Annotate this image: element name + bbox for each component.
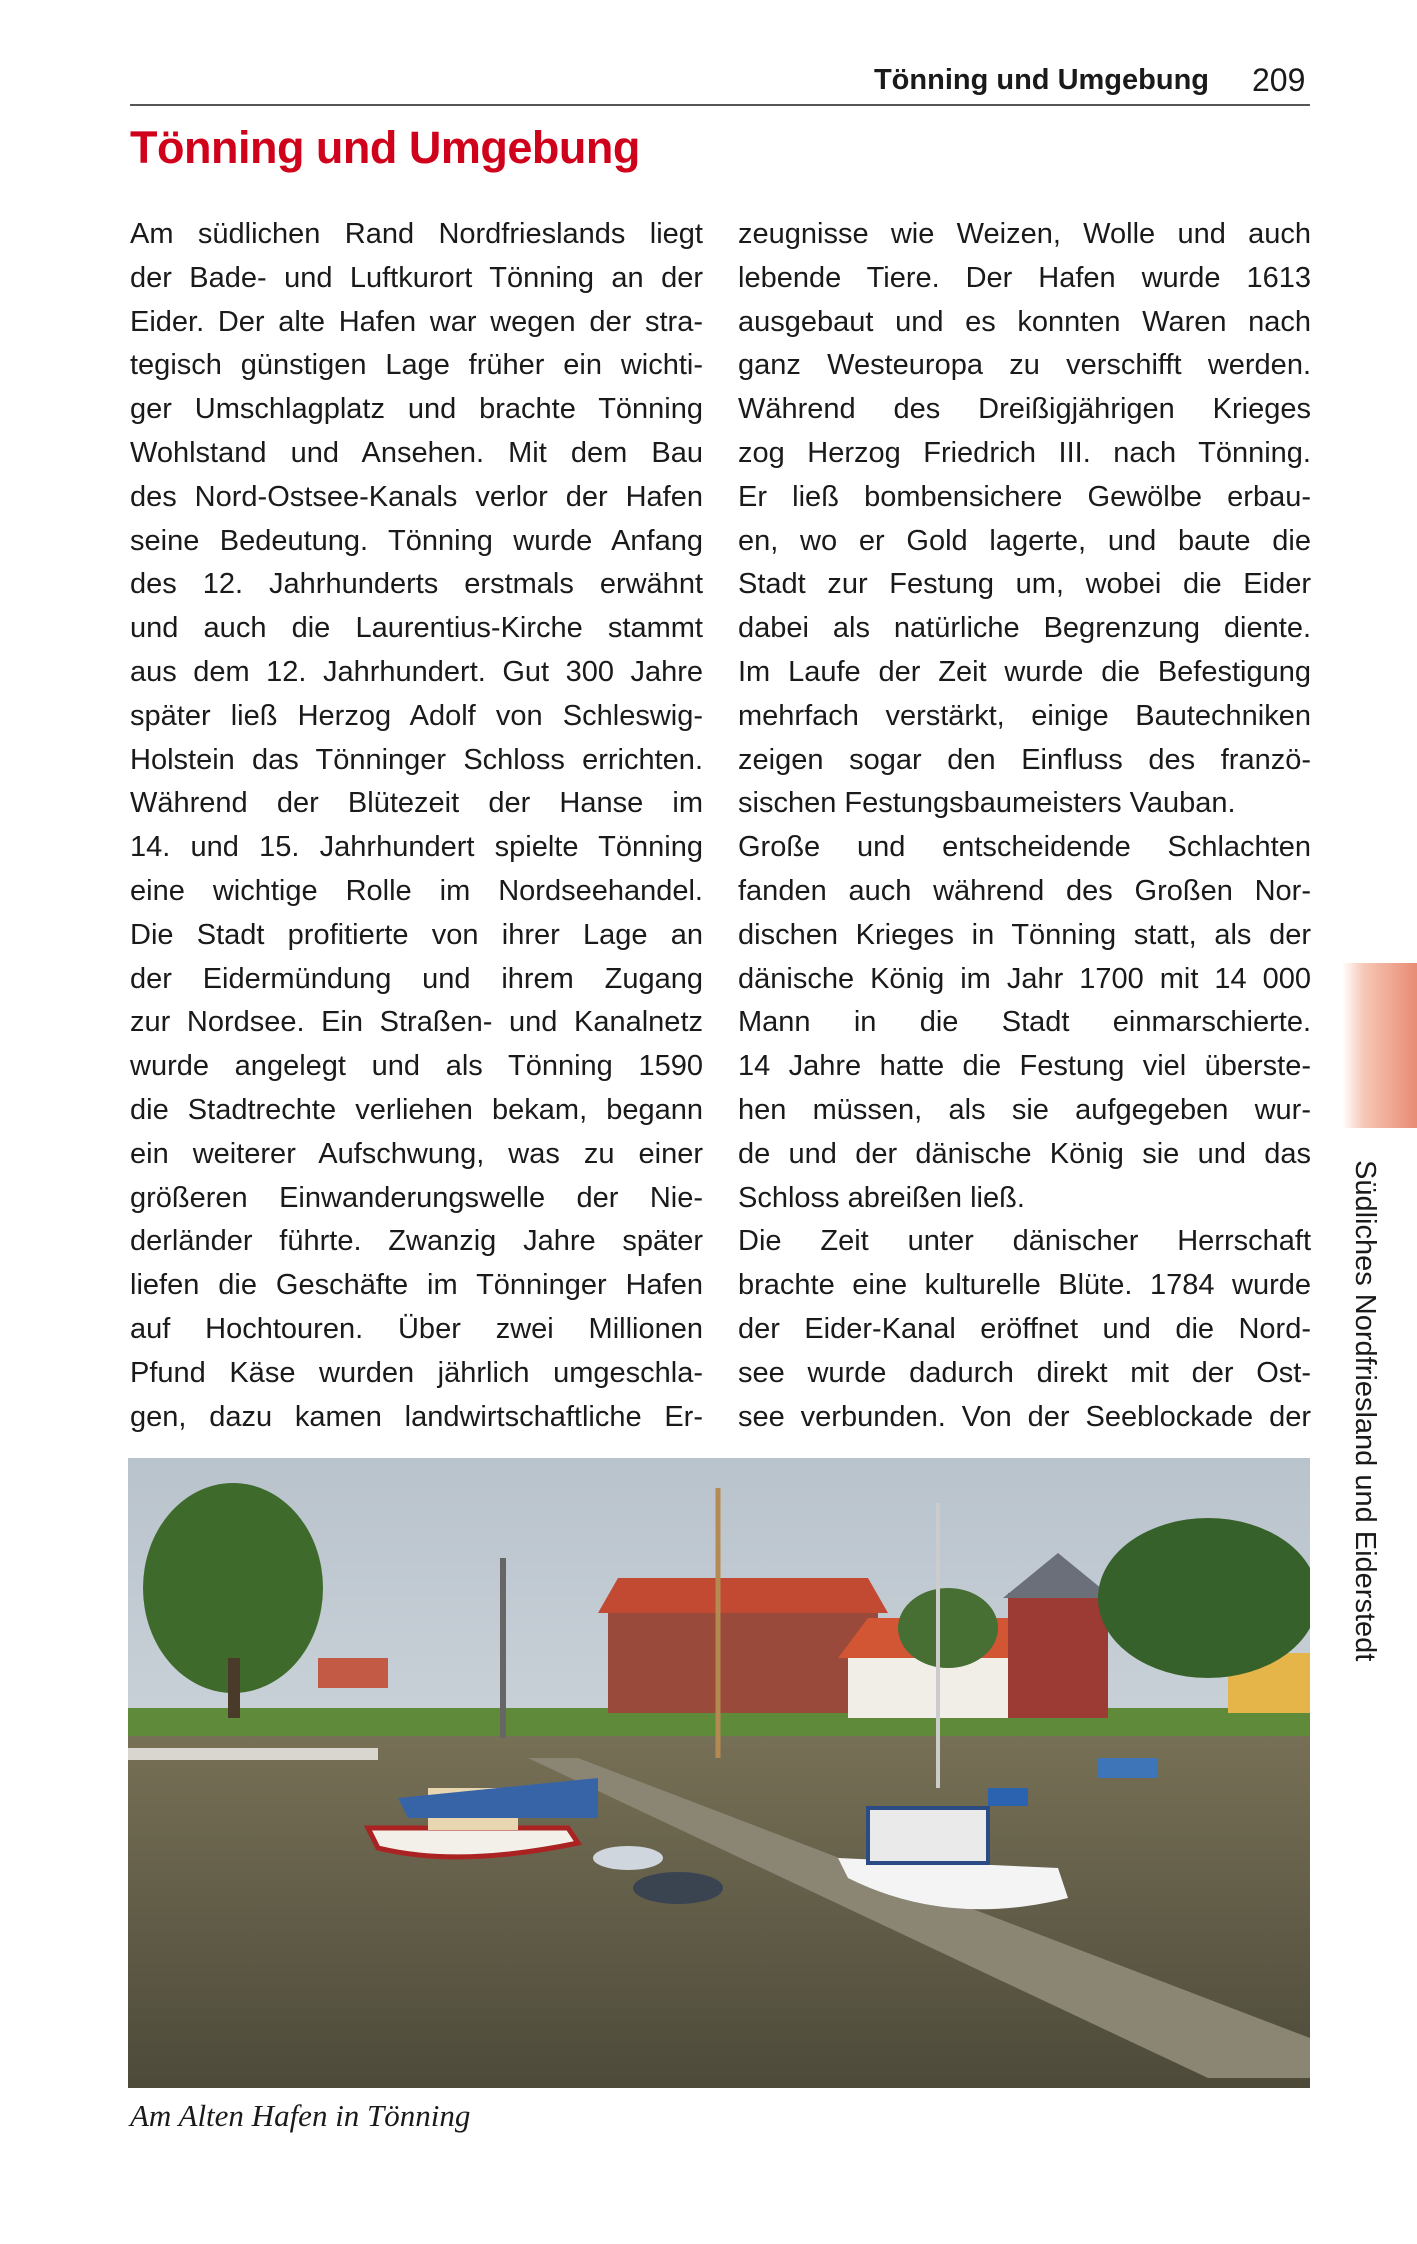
harbor-photo [128,1458,1310,2088]
text-line: sischen Festungsbaumeisters Vauban. [738,787,1236,820]
text-line: seine Bedeutung. Tönning wurde Anfang [130,524,703,557]
text-line: Im Laufe der Zeit wurde die Befestigung [738,655,1311,688]
text-line: Mann in die Stadt einmarschierte. [738,1006,1311,1039]
text-line: Schloss abreißen ließ. [738,1181,1025,1214]
text-line: Während der Blütezeit der Hanse im [130,787,703,820]
running-header: Tönning und Umgebung [873,64,1209,96]
text-line: Die Zeit unter dänischer Herrschaft [738,1225,1311,1258]
text-line: und auch die Laurentius-Kirche stammt [130,612,703,645]
text-line: Die Stadt profitierte von ihrer Lage an [130,918,703,951]
text-line: ger Umschlagplatz und brachte Tönning [130,393,703,426]
text-line: die Stadtrechte verliehen bekam, begann [130,1093,703,1126]
text-line: dänische König im Jahr 1700 mit 14 000 [738,962,1311,995]
text-line: mehrfach verstärkt, einige Bautechniken [738,699,1311,732]
text-line: lebende Tiere. Der Hafen wurde 1613 [738,261,1311,294]
text-line: ein weiterer Aufschwung, was zu einer [130,1137,703,1170]
text-line: tegisch günstigen Lage früher ein wichti- [130,349,703,382]
text-line: gen, dazu kamen landwirtschaftliche Er- [130,1400,703,1433]
text-line: des 12. Jahrhunderts erstmals erwähnt [130,568,703,601]
text-line: eine wichtige Rolle im Nordseehandel. [130,874,703,907]
text-line: später ließ Herzog Adolf von Schleswig- [130,699,703,732]
text-line: Während des Dreißigjährigen Krieges [738,393,1311,426]
text-line: Eider. Der alte Hafen war wegen der stra- [130,305,703,338]
text-line: fanden auch während des Großen Nor- [738,874,1311,907]
text-line: zeugnisse wie Weizen, Wolle und auch [738,218,1311,250]
text-line: hen müssen, als sie aufgegeben wur- [738,1093,1311,1126]
text-line: zur Nordsee. Ein Straßen- und Kanalnetz [130,1006,703,1039]
photo-caption: Am Alten Hafen in Tönning [130,2098,471,2133]
text-line: ausgebaut und es konnten Waren nach [738,305,1311,338]
text-line: en, wo er Gold lagerte, und baute die [738,524,1311,557]
text-line: des Nord-Ostsee-Kanals verlor der Hafen [130,480,703,513]
chapter-side-label: Südliches Nordfriesland und Eiderstedt [1349,1160,1381,1662]
text-column-1 [130,213,703,1439]
text-line: see wurde dadurch direkt mit der Ost- [738,1356,1311,1389]
text-line: Große und entscheidende Schlachten [738,831,1311,864]
header-rule [130,104,1310,106]
text-line: Pfund Käse wurden jährlich umgeschla- [130,1356,703,1389]
text-line: dabei als natürliche Begrenzung diente. [738,612,1311,645]
text-line: Stadt zur Festung um, wobei die Eider [738,568,1311,601]
text-column-2 [738,213,1311,1439]
text-line: der Eider-Kanal eröffnet und die Nord- [738,1312,1311,1345]
text-line: de und der dänische König sie und das [738,1137,1311,1170]
text-line: ganz Westeuropa zu verschifft werden. [738,349,1311,382]
page-number: 209 [1252,62,1306,98]
chapter-tab [1342,963,1417,1128]
text-line: Wohlstand und Ansehen. Mit dem Bau [130,436,703,469]
text-line: 14 Jahre hatte die Festung viel überste- [738,1050,1311,1083]
page-title: Tönning und Umgebung [130,122,640,173]
text-line: größeren Einwanderungswelle der Nie- [130,1181,703,1214]
text-line: wurde angelegt und als Tönning 1590 [130,1050,703,1083]
text-line: brachte eine kulturelle Blüte. 1784 wurde [738,1269,1311,1302]
text-line: aus dem 12. Jahrhundert. Gut 300 Jahre [130,655,703,688]
text-line: dischen Krieges in Tönning statt, als der [738,918,1311,951]
text-line: auf Hochtouren. Über zwei Millionen [130,1312,703,1345]
text-line: 14. und 15. Jahrhundert spielte Tönning [130,831,703,864]
text-line: zog Herzog Friedrich III. nach Tönning. [738,436,1311,469]
text-line: Holstein das Tönninger Schloss errichten. [130,743,703,776]
text-line: zeigen sogar den Einfluss des franzö- [738,743,1311,776]
text-line: Er ließ bombensichere Gewölbe erbau- [738,480,1311,513]
text-line: Am südlichen Rand Nordfrieslands liegt [130,218,703,250]
text-line: der Bade- und Luftkurort Tönning an der [130,261,703,294]
text-line: see verbunden. Von der Seeblockade der [738,1400,1311,1433]
text-line: liefen die Geschäfte im Tönninger Hafen [130,1269,703,1302]
text-line: der Eidermündung und ihrem Zugang [130,962,703,995]
text-line: derländer führte. Zwanzig Jahre später [130,1225,703,1258]
